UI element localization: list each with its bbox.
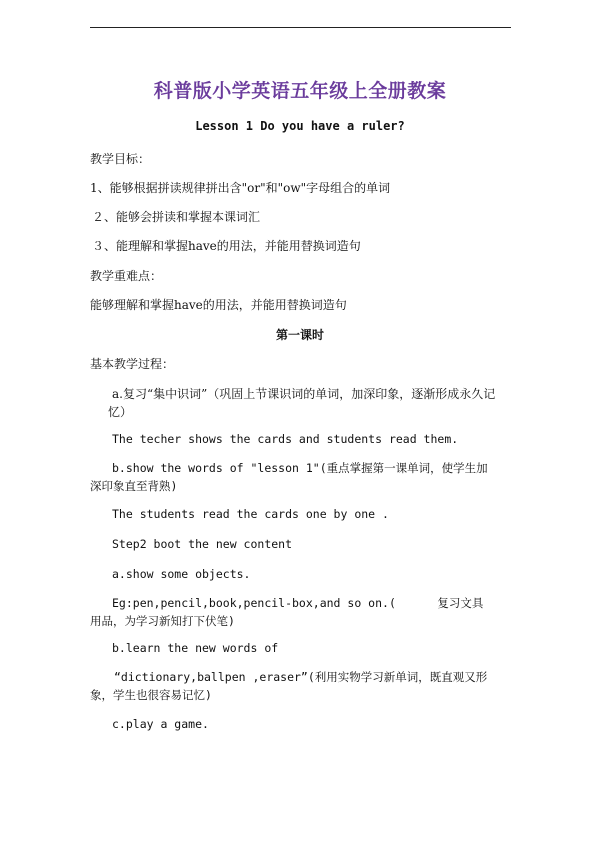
document-title: 科普版小学英语五年级上全册教案 [153, 80, 447, 102]
process-step: The students read the cards one by one . [112, 507, 389, 521]
process-step: a.复习“集中识词”（巩固上节课识词的单词，加深印象，逐渐形成永久记忆） [108, 387, 496, 419]
process-label: 基本教学过程： [90, 357, 175, 371]
process-step: Step2 boot the new content [112, 537, 293, 551]
objectives-label: 教学目标： [90, 152, 151, 166]
process-step: c.play a game. [112, 717, 209, 731]
objective-item: ２、能够会拼读和掌握本课词汇 [92, 210, 261, 224]
objective-item: ３、能理解和掌握have的用法，并能用替换词造句 [92, 239, 361, 253]
objective-item: 1、能够根据拼读规律拼出含"or"和"ow"字母组合的单词 [90, 181, 391, 195]
process-step: b.show the words of "lesson 1"(重点掌握第一课单词，使学生加深印象直至背熟) [90, 461, 488, 493]
process-step: a.show some objects. [112, 567, 251, 581]
key-points-text: 能够理解和掌握have的用法，并能用替换词造句 [90, 298, 347, 312]
process-step: “dictionary,ballpen ,eraser”(利用实物学习新单词，既直观又形象，学生也很容易记忆) [90, 670, 488, 702]
process-step: Eg:pen,pencil,book,pencil-box,and so on.( 复习文具用品，为学习新知打下伏笔) [90, 596, 484, 628]
process-step: b.learn the new words of [112, 641, 279, 655]
key-points-label: 教学重难点： [90, 269, 163, 283]
lesson-heading: Lesson 1 Do you have a ruler? [195, 119, 405, 133]
period-heading: 第一课时 [275, 328, 324, 342]
header-rule [90, 27, 511, 28]
process-step: The techer shows the cards and students read them. [112, 432, 459, 446]
